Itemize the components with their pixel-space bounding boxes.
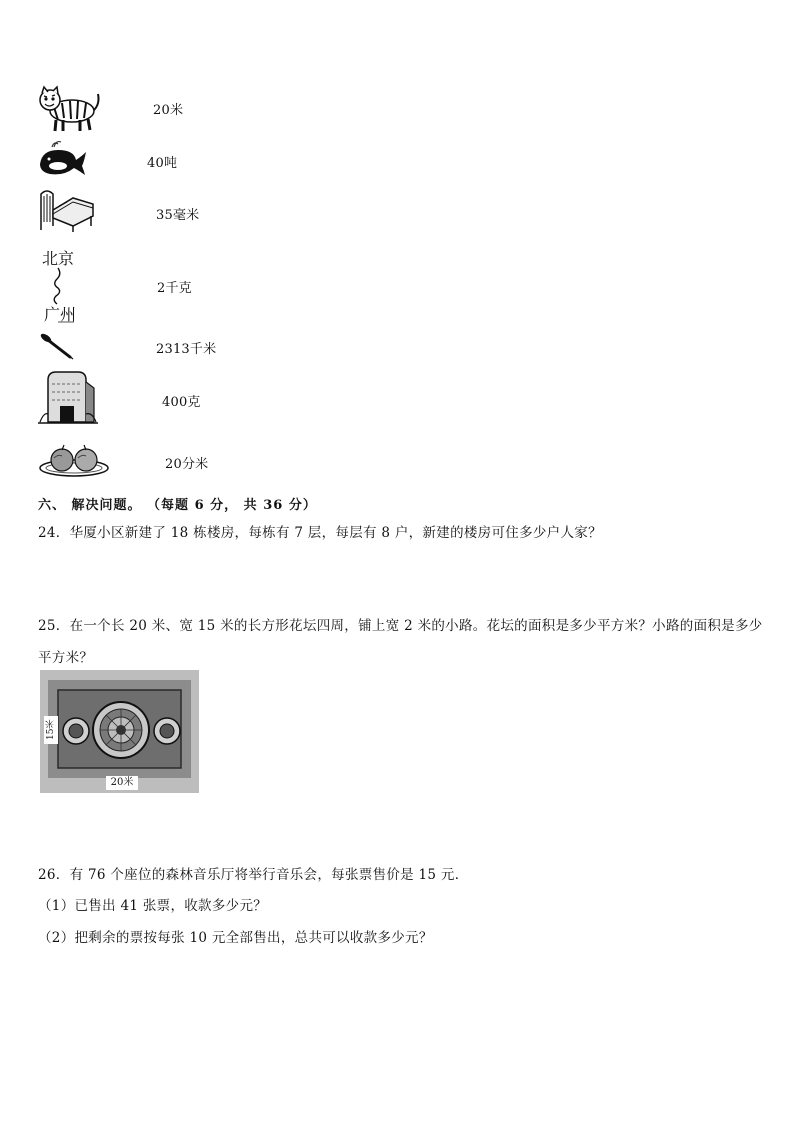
figure-length-label: 20米 (110, 777, 134, 788)
map-route-icon (40, 246, 86, 326)
map-label-beijing: 北京 (42, 249, 75, 268)
match-value-4: 2千克 (157, 281, 192, 296)
bed-icon (37, 186, 95, 232)
match-value-2: 40吨 (147, 156, 178, 171)
building-icon (38, 370, 98, 424)
question-26: 26．有 76 个座位的森林音乐厅将举行音乐会，每张票售价是 15 元． (38, 867, 469, 883)
match-value-7: 20分米 (165, 457, 209, 472)
question-26-sub-1: （1）已售出 41 张票，收款多少元？ (38, 898, 268, 914)
figure-width-label: 15米 (46, 719, 56, 741)
apples-plate-icon (38, 440, 110, 478)
match-value-3: 35毫米 (156, 208, 200, 223)
question-25-line-2: 平方米？ (38, 650, 94, 666)
question-24: 24．华厦小区新建了 18 栋楼房，每栋有 7 层，每层有 8 户，新建的楼房可住多少户人家？ (38, 525, 602, 541)
map-label-guangzhou: 广州 (44, 305, 77, 324)
tiger-icon (36, 84, 102, 134)
question-26-sub-2: （2）把剩余的票按每张 10 元全部售出，总共可以收款多少元？ (38, 930, 433, 946)
whale-icon (38, 138, 88, 178)
match-value-1: 20米 (153, 103, 184, 118)
match-value-5: 2313千米 (156, 342, 217, 357)
nail-icon (40, 332, 74, 360)
question-25-line-1: 25．在一个长 20 米、宽 15 米的长方形花坛四周，铺上宽 2 米的小路。花坛的面积是多少平方米？小路的面积是多少 (38, 618, 763, 634)
match-value-6: 400克 (162, 395, 201, 410)
section-title: 六、 解决问题。 （每题 6 分， 共 36 分） (38, 498, 317, 513)
flowerbed-figure (40, 670, 199, 793)
